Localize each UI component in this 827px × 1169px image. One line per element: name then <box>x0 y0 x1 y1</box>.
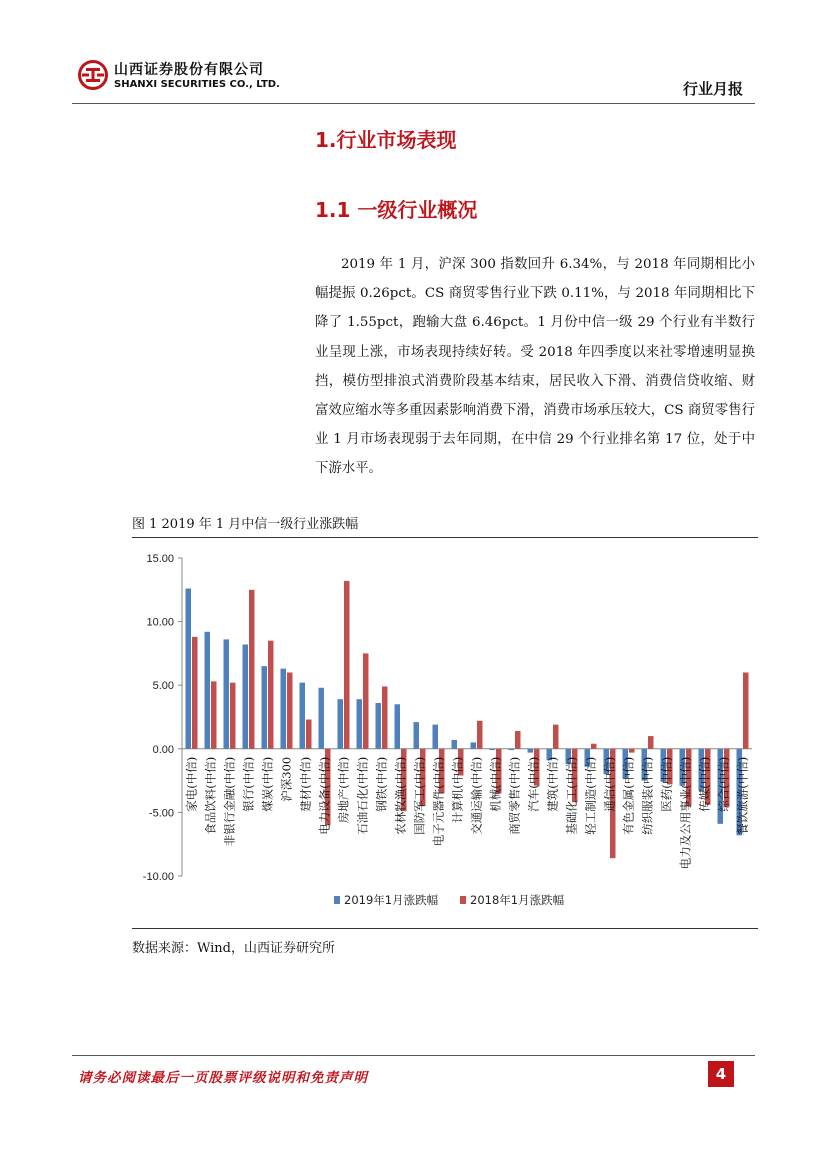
category-label: 轻工制造(中信) <box>583 756 598 835</box>
bar-2019 <box>224 639 230 748</box>
category-label: 银行(中信) <box>241 756 256 812</box>
bar-2019 <box>509 749 515 750</box>
category-label: 医药(中信) <box>659 756 674 812</box>
legend-swatch-2019 <box>334 896 340 904</box>
category-label: 房地产(中信) <box>336 756 351 824</box>
category-label: 传媒(中信) <box>697 756 712 812</box>
legend-swatch-2018 <box>460 896 466 904</box>
category-label: 通信(中信) <box>602 756 617 812</box>
subsection-title: 1.1 一级行业概况 <box>315 198 478 222</box>
bar-2018 <box>306 720 312 749</box>
bar-2018 <box>743 672 749 748</box>
header-divider <box>72 103 755 104</box>
bar-2019 <box>319 688 325 749</box>
category-label: 农林牧渔(中信) <box>393 756 408 835</box>
category-label: 有色金属(中信) <box>621 756 636 835</box>
bar-2019 <box>414 722 420 749</box>
bar-2019 <box>395 704 401 749</box>
category-label: 煤炭(中信) <box>260 756 275 812</box>
bar-2019 <box>300 683 306 749</box>
bar-2019 <box>376 703 382 749</box>
category-label: 石油石化(中信) <box>355 756 370 835</box>
bar-2018 <box>268 641 274 749</box>
legend-label-2019: 2019年1月涨跌幅 <box>344 893 439 907</box>
y-tick-label: 15.00 <box>146 553 174 565</box>
category-label: 建材(中信) <box>298 756 313 812</box>
bar-2018 <box>477 721 483 749</box>
category-label: 食品饮料(中信) <box>203 756 218 835</box>
bar-2019 <box>471 742 477 748</box>
company-logo-icon <box>78 60 108 90</box>
category-label: 非银行金融(中信) <box>222 756 237 847</box>
footer-disclaimer: 请务必阅读最后一页股票评级说明和免责声明 <box>78 1070 368 1086</box>
bar-2019 <box>357 699 363 749</box>
category-label: 商贸零售(中信) <box>507 756 522 835</box>
company-name-cn: 山西证券股份有限公司 <box>114 62 264 78</box>
bar-2019 <box>186 589 192 749</box>
y-tick-label: 0.00 <box>152 743 174 756</box>
industry-returns-chart <box>122 540 756 926</box>
legend-label-2018: 2018年1月涨跌幅 <box>470 893 565 907</box>
category-label: 汽车(中信) <box>526 756 541 812</box>
bar-2018 <box>553 725 559 749</box>
footer-divider <box>72 1055 755 1056</box>
category-label: 沪深300 <box>279 756 294 802</box>
y-tick-label: 5.00 <box>152 680 174 693</box>
bar-2019 <box>490 749 496 750</box>
y-tick-label: -10.00 <box>142 871 174 883</box>
category-label: 电力设备(中信) <box>317 756 332 835</box>
figure-title: 图 1 2019 年 1 月中信一级行业涨跌幅 <box>132 517 359 532</box>
category-label: 家电(中信) <box>184 756 199 812</box>
bar-2018 <box>363 653 369 748</box>
bar-2018 <box>230 683 236 749</box>
figure-bottom-rule <box>132 928 758 929</box>
bar-2018 <box>591 744 597 749</box>
bar-2019 <box>338 699 344 749</box>
bar-2019 <box>205 632 211 749</box>
figure-top-rule <box>132 537 758 538</box>
data-source: 数据来源：Wind，山西证券研究所 <box>132 941 335 956</box>
category-label: 电力及公用事业(中信) <box>678 756 693 870</box>
y-tick-label: -5.00 <box>148 807 174 820</box>
company-name-en: SHANXI SECURITIES CO., LTD. <box>114 79 280 90</box>
category-label: 机械(中信) <box>488 756 503 812</box>
section-title: 1.行业市场表现 <box>315 128 457 152</box>
category-label: 国防军工(中信) <box>412 756 427 835</box>
category-label: 交通运输(中信) <box>469 756 484 835</box>
bar-2018 <box>382 686 388 748</box>
bar-2019 <box>452 740 458 749</box>
category-label: 综合(中信) <box>716 756 731 812</box>
bar-2019 <box>281 669 287 749</box>
bar-2018 <box>287 672 293 748</box>
bar-2019 <box>433 725 439 749</box>
bar-2018 <box>515 731 521 749</box>
bar-2018 <box>648 736 654 749</box>
page-number: 4 <box>708 1061 734 1087</box>
category-label: 纺织服装(中信) <box>640 756 655 835</box>
category-label: 建筑(中信) <box>545 756 560 812</box>
bar-2019 <box>262 666 268 749</box>
bar-2018 <box>344 581 350 749</box>
bar-2018 <box>249 590 255 749</box>
category-label: 计算机(中信) <box>450 756 465 824</box>
bar-2018 <box>192 637 198 749</box>
category-label: 电子元器件(中信) <box>431 756 446 847</box>
bar-2018 <box>629 749 635 753</box>
bar-2018 <box>211 681 217 748</box>
body-paragraph: 2019 年 1 月，沪深 300 指数回升 6.34%，与 2018 年同期相比小幅提振 0.26pct。CS 商贸零售行业下跌 0.11%，与 2018 年同期相比下降了 1.55pct，跑输大盘 6.46pct。1 月份中信一级 29 个行业有半数行业呈现上涨，市场表现持续好转。受 2018 年四季度以来社零增速明显换挡，模仿型排浪式消费阶段基本结束，居民收入下滑、消费信贷收缩、财富效应缩水等多重因素影响消费下滑，消费市场承压较大，CS 商贸零售行业 1 月市场表现弱于去年同期，在中信 29 个行业排名第 17 位，处于中下游水平。 <box>315 257 755 477</box>
category-label: 基础化工(中信) <box>564 756 579 835</box>
report-type: 行业月报 <box>682 80 743 98</box>
category-label: 钢铁(中信) <box>374 756 389 812</box>
bar-2019 <box>243 644 249 748</box>
y-tick-label: 10.00 <box>146 616 174 629</box>
bar-2019 <box>528 749 534 753</box>
category-label: 餐饮旅游(中信) <box>735 756 750 835</box>
